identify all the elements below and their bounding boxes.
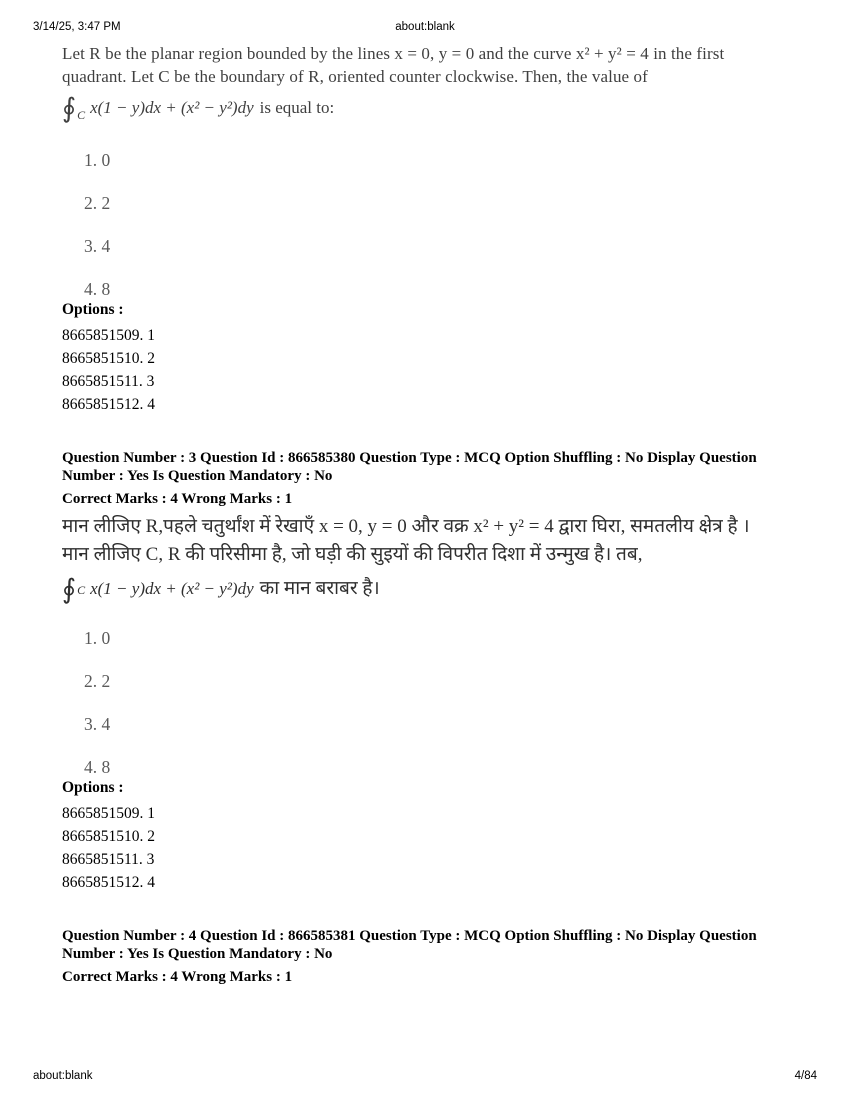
question-4-marks: Correct Marks : 4 Wrong Marks : 1 (62, 969, 293, 985)
integrand-expression: x(1 − y)dx + (x² − y²)dy (90, 579, 254, 598)
choice-item: 2. 2 (84, 671, 111, 691)
footer-url: about:blank (33, 1070, 93, 1082)
contour-integral-symbol: ∮ (62, 573, 77, 604)
question-3-choices (62, 629, 812, 776)
print-header (33, 21, 817, 35)
option-id-row: 8665851512. 4 (62, 874, 155, 891)
choice-item: 3. 4 (84, 714, 111, 734)
question-3-hindi-text (62, 513, 812, 569)
choice-item: 4. 8 (84, 757, 111, 777)
question-2-choices (62, 151, 812, 298)
option-id-row: 8665851512. 4 (62, 396, 155, 413)
choice-item: 2. 2 (84, 193, 111, 213)
question-4-metadata: Question Number : 4 Question Id : 866585381 Question Type : MCQ Option Shuffling : No Display Question Number : Yes Is Question Mandatory : No (62, 928, 757, 962)
print-datetime: 3/14/25, 3:47 PM (33, 21, 121, 33)
footer-page-number: 4/84 (794, 1070, 817, 1082)
option-id-row: 8665851509. 1 (62, 327, 155, 344)
question-2-option-ids (62, 324, 812, 416)
contour-integral-symbol: ∮ (62, 92, 77, 123)
choice-item: 3. 4 (84, 236, 111, 256)
document-content (62, 42, 812, 985)
option-id-row: 8665851510. 2 (62, 350, 155, 367)
integral-subscript: C (77, 108, 86, 122)
print-footer (33, 1070, 817, 1084)
integral-subscript: C (77, 583, 86, 597)
option-id-row: 8665851509. 1 (62, 805, 155, 822)
question-3-line-1: मान लीजिए R,पहले चतुर्थांश में रेखाएँ x = 0, y = 0 और वक्र x² + y² = 4 द्वारा घिरा, समतलीय क्षेत्र है । (62, 516, 750, 537)
choice-item: 1. 0 (84, 150, 111, 170)
question-2-line-2: quadrant. Let C be the boundary of R, oriented counter clockwise. Then, the value of (62, 67, 648, 86)
options-label: Options : (62, 779, 124, 796)
question-3-line-2: मान लीजिए C, R की परिसीमा है, जो घड़ी की सुइयों की विपरीत दिशा में उन्मुख है। तब, (62, 544, 643, 565)
options-label: Options : (62, 301, 124, 318)
question-3-metadata: Question Number : 3 Question Id : 866585380 Question Type : MCQ Option Shuffling : No Display Question Number : Yes Is Question Mandatory : No (62, 450, 757, 484)
question-3-formula (62, 572, 812, 606)
page-title: about:blank (395, 21, 455, 33)
option-id-row: 8665851510. 2 (62, 828, 155, 845)
integrand-expression: x(1 − y)dx + (x² − y²)dy (90, 98, 254, 117)
question-2-formula (62, 91, 812, 125)
question-3-option-ids (62, 802, 812, 894)
question-3-marks: Correct Marks : 4 Wrong Marks : 1 (62, 491, 293, 507)
formula-tail-text: का मान बराबर है। (259, 578, 380, 599)
choice-item: 1. 0 (84, 628, 111, 648)
option-id-row: 8665851511. 3 (62, 373, 155, 390)
formula-tail-text: is equal to: (259, 98, 335, 117)
question-2-english-text (62, 42, 812, 88)
choice-item: 4. 8 (84, 279, 111, 299)
question-2-line-1: Let R be the planar region bounded by the lines x = 0, y = 0 and the curve x² + y² = 4 in the first (62, 44, 725, 63)
option-id-row: 8665851511. 3 (62, 851, 155, 868)
